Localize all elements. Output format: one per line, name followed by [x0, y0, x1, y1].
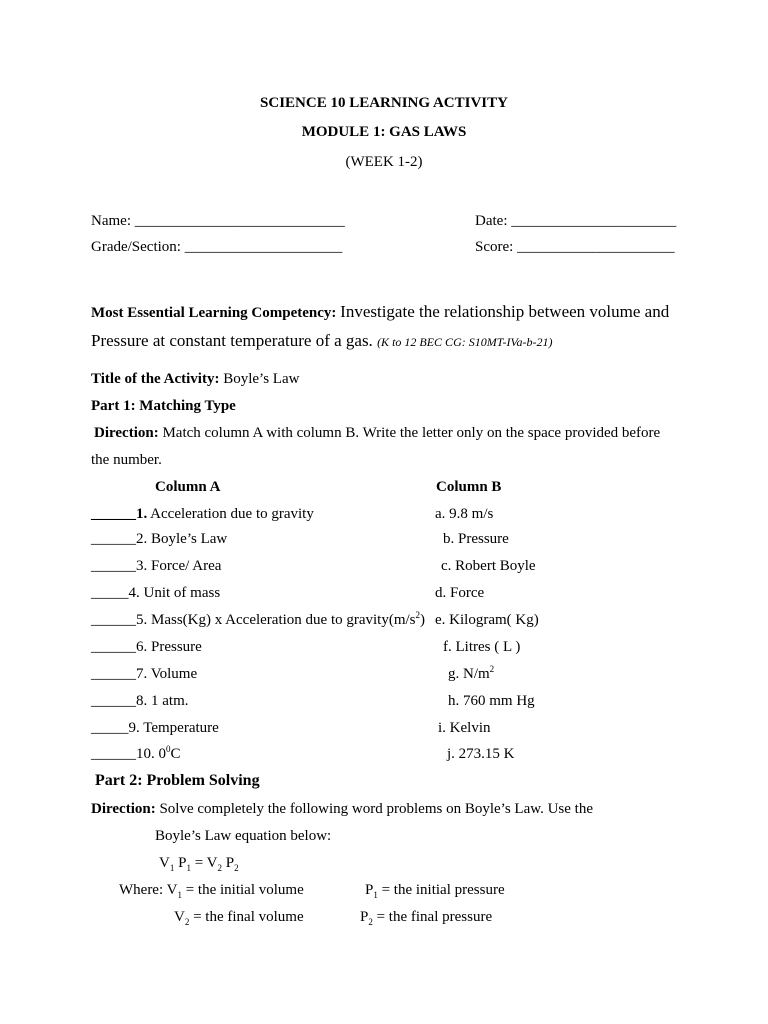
item-text: Temperature — [139, 720, 219, 736]
item-text: Pressure — [147, 639, 202, 655]
part2-heading: Part 2: Problem Solving — [95, 772, 260, 789]
item-text-superscript: 2 — [415, 610, 421, 620]
item-number: 4. — [128, 585, 140, 601]
item-text: Boyle’s Law — [147, 531, 228, 547]
item-text-end: C — [170, 746, 181, 762]
name-label: Name: — [91, 213, 135, 229]
matching-item-1 — [91, 507, 314, 522]
melc-code: (K to 12 BEC CG: S10MT-IVa-b-21) — [377, 335, 553, 349]
choice-g-text: g. N/m — [448, 666, 490, 682]
score-blank[interactable]: _____________________ — [517, 239, 675, 255]
choice-g-superscript: 2 — [489, 664, 495, 674]
column-b-header: Column B — [436, 479, 502, 495]
matching-item-7 — [91, 667, 197, 682]
v2-definition: $V_2$ = the final volume — [174, 909, 304, 927]
module-title: MODULE 1: GAS LAWS — [301, 124, 467, 140]
score-label: Score: — [475, 239, 518, 255]
item-text-superscript: 0 — [166, 744, 171, 754]
item-number: 7. — [136, 666, 148, 682]
choice-c: c. Robert Boyle — [441, 558, 536, 574]
answer-blank[interactable]: ______ — [91, 693, 136, 709]
item-number: 3. — [136, 558, 148, 574]
melc-line-2 — [91, 332, 553, 350]
p2-definition: $P_2$ = the final pressure — [360, 909, 493, 927]
answer-blank[interactable]: ______ — [91, 666, 136, 682]
melc-text-1: Investigate the relationship between volume and — [340, 302, 670, 321]
part1-direction-text: Match column A with column B. Write the letter only on the space provided before — [162, 425, 661, 441]
choice-f: f. Litres ( L ) — [443, 639, 521, 655]
grade-section-label: Grade/Section: — [91, 239, 185, 255]
melc-line-1 — [91, 303, 669, 321]
matching-item-3 — [91, 559, 221, 574]
answer-blank[interactable]: ______ — [91, 639, 136, 655]
item-text: Unit of mass — [139, 585, 221, 601]
part2-direction-text: Solve completely the following word problems on Boyle’s Law. Use the — [159, 801, 593, 817]
week-label: (WEEK 1-2) — [345, 154, 423, 170]
item-number: 10. — [136, 746, 155, 762]
activity-title — [91, 372, 299, 387]
item-number: 9. — [128, 720, 140, 736]
melc-text-2: Pressure at constant temperature of a gas. — [91, 331, 378, 350]
worksheet-title: SCIENCE 10 LEARNING ACTIVITY — [260, 95, 508, 111]
matching-item-8 — [91, 694, 189, 709]
item-text: Force/ Area — [147, 558, 222, 574]
part1-direction-line-2: the number. — [91, 452, 162, 468]
activity-title-label: Title of the Activity: — [91, 371, 224, 387]
answer-blank[interactable]: ______ — [91, 558, 136, 574]
item-text: Mass(Kg) x Acceleration due to gravity(m/s — [147, 612, 416, 628]
item-number: 1. — [136, 506, 148, 522]
answer-blank[interactable]: ______ — [91, 506, 136, 522]
choice-e: e. Kilogram( Kg) — [435, 612, 539, 628]
item-number: 2. — [136, 531, 148, 547]
column-a-header: Column A — [155, 479, 221, 495]
part2-direction-line-2: Boyle’s Law equation below: — [155, 828, 332, 844]
answer-blank[interactable]: ______ — [91, 612, 136, 628]
matching-item-5 — [91, 610, 426, 628]
item-number: 6. — [136, 639, 148, 655]
item-text: 1 atm. — [147, 693, 189, 709]
date-field[interactable] — [475, 214, 676, 229]
item-text: 0 — [154, 746, 166, 762]
grade-section-blank[interactable]: _____________________ — [184, 239, 343, 255]
choice-g — [448, 664, 495, 682]
item-text-end: ) — [420, 612, 426, 628]
melc-label: Most Essential Learning Competency: — [91, 305, 341, 321]
matching-item-4 — [91, 586, 220, 601]
part1-direction-line-1 — [94, 426, 660, 441]
boyles-law-equation: $V_1$ $P_1 = V_2$ $P_2$ — [159, 855, 239, 873]
answer-blank[interactable]: _____ — [91, 585, 129, 601]
answer-blank[interactable]: _____ — [91, 720, 129, 736]
choice-i: i. Kelvin — [438, 720, 491, 736]
item-text: Volume — [147, 666, 198, 682]
answer-blank[interactable]: ______ — [91, 531, 136, 547]
name-field[interactable] — [91, 214, 345, 229]
activity-title-value: Boyle’s Law — [223, 371, 300, 387]
answer-blank[interactable]: ______ — [91, 746, 136, 762]
item-text: Acceleration due to gravity — [147, 506, 314, 522]
part1-direction-label: Direction: — [94, 425, 163, 441]
choice-h: h. 760 mm Hg — [448, 693, 535, 709]
date-label: Date: — [475, 213, 512, 229]
name-blank[interactable]: ____________________________ — [134, 213, 345, 229]
matching-item-6 — [91, 640, 202, 655]
matching-item-10 — [91, 744, 181, 762]
where-label: Where: — [119, 882, 167, 898]
choice-d: d. Force — [435, 585, 485, 601]
date-blank[interactable]: ______________________ — [511, 213, 677, 229]
part2-direction-label: Direction: — [91, 801, 160, 817]
part2-direction-line-1 — [91, 802, 593, 817]
item-number: 8. — [136, 693, 148, 709]
v1-definition: Where: $V_1$ = the initial volume — [119, 882, 304, 900]
matching-item-9 — [91, 721, 219, 736]
choice-b: b. Pressure — [443, 531, 509, 547]
choice-j: j. 273.15 K — [447, 746, 515, 762]
p1-definition: $P_1$ = the initial pressure — [365, 882, 505, 900]
choice-a: a. 9.8 m/s — [435, 506, 494, 522]
item-number: 5. — [136, 612, 148, 628]
grade-section-field[interactable] — [91, 240, 342, 255]
matching-item-2 — [91, 532, 227, 547]
part1-heading: Part 1: Matching Type — [91, 398, 236, 414]
score-field[interactable] — [475, 240, 675, 255]
